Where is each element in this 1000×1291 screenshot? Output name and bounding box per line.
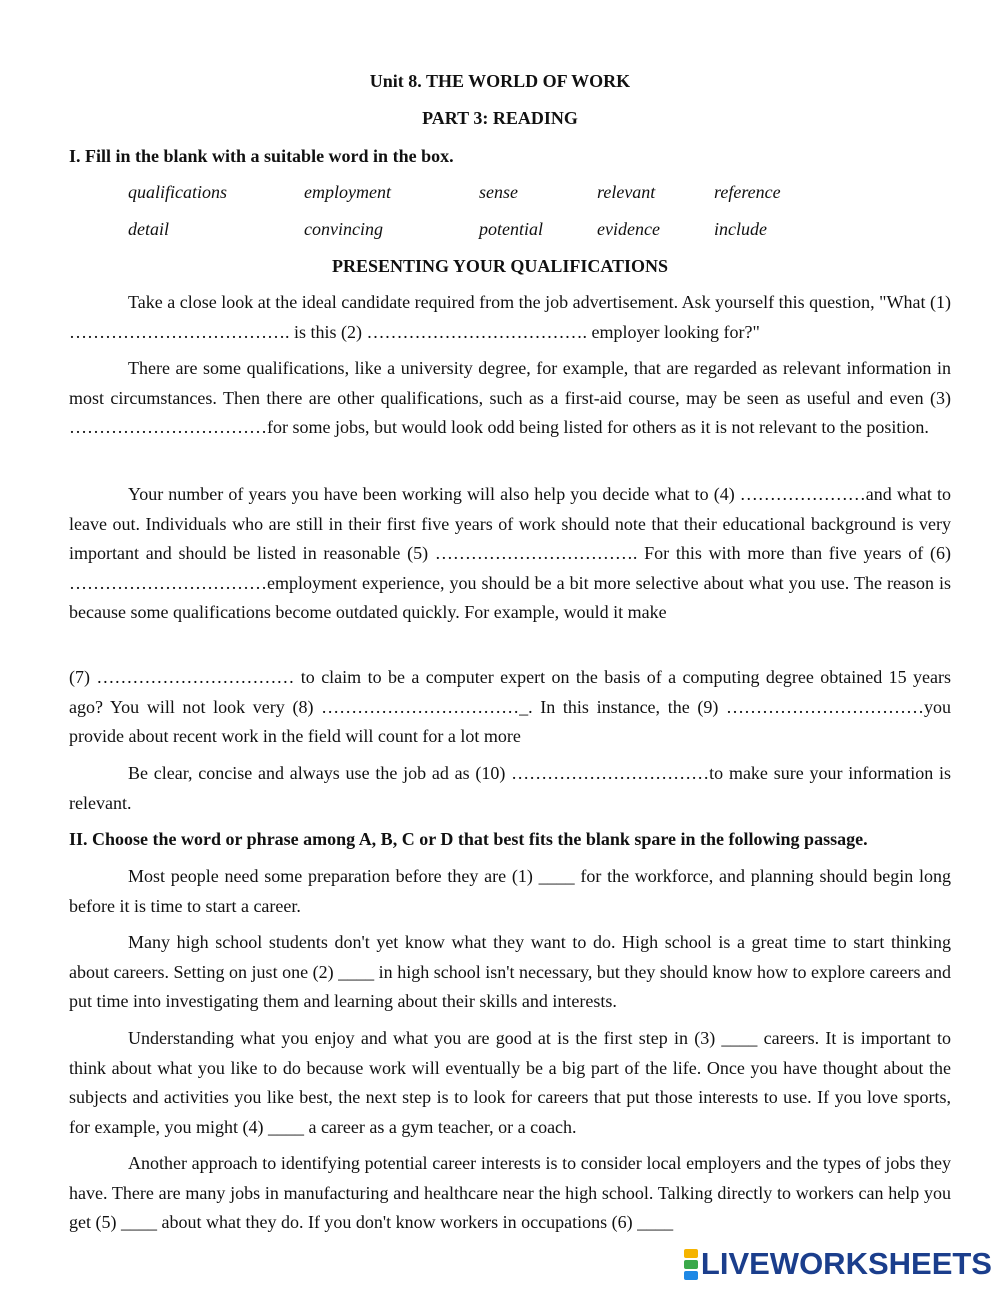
section2-paragraph: Understanding what you enjoy and what you are good at is the first step in (3) ____ careers. It is important to think about what you like to do because work will eventually be a big part of the life. Once you have thought about the subjects and activities you like best, the next step is to look for careers that put those interests to use. If you love sports, for example, you might (4) ____ a career as a gym teacher, or a coach. — [69, 1028, 951, 1137]
word-box-item: reference — [714, 182, 781, 202]
section1-paragraph: There are some qualifications, like a university degree, for example, that are regarded as relevant information in most circumstances. Then there are other qualifications, such as a first-aid course, may be seen as useful and even (3) ……………………………for some jobs, but would look odd being listed for others as it is not relevant to the position. — [69, 358, 951, 437]
word-box-item: sense — [479, 182, 518, 202]
liveworksheets-logo-icon — [684, 1248, 698, 1281]
section2-instruction: II. Choose the word or phrase among A, B, C or D that best fits the blank spare in the following passage. — [69, 829, 868, 849]
section1-paragraph: (7) …………………………… to claim to be a computer expert on the basis of a computing degree obtained 15 years ago? You will not look very (8) ……………………………_. In this instance, the (9) ……………………………you provide about recent work in the field will count for a lot more — [69, 667, 951, 746]
word-box-item: relevant — [597, 182, 656, 202]
section2-paragraph: Many high school students don't yet know what they want to do. High school is a great time to start thinking about careers. Setting on just one (2) ____ in high school isn't necessary, but they should know how to explore careers and put time into investigating them and learning about their skills and interests. — [69, 932, 951, 1011]
word-box-row-2 — [0, 219, 1000, 243]
section2-paragraph: Another approach to identifying potential career interests is to consider local employers and the types of jobs they have. There are many jobs in manufacturing and healthcare near the high school. Talking directly to workers can help you get (5) ____ about what they do. If you don't know workers in occupations (6) ____ — [69, 1153, 951, 1232]
logo-mark-bar — [684, 1249, 698, 1258]
word-box-item: convincing — [304, 219, 383, 239]
word-box-item: potential — [479, 219, 543, 239]
passage-title: PRESENTING YOUR QUALIFICATIONS — [331, 256, 669, 276]
word-box-item: employment — [304, 182, 391, 202]
word-box-item: evidence — [597, 219, 660, 239]
section1-paragraph: Take a close look at the ideal candidate required from the job advertisement. Ask yourself this question, "What (1) ………………………………. is this (2) ………………………………. employer looking for?" — [69, 292, 951, 342]
logo-mark-bar — [684, 1271, 698, 1280]
section2-paragraph: Most people need some preparation before they are (1) ____ for the workforce, and planning should begin long before it is time to start a career. — [69, 866, 951, 916]
liveworksheets-logo[interactable] — [684, 1247, 992, 1281]
word-box-item: detail — [128, 219, 169, 239]
word-box-row-1 — [0, 182, 1000, 206]
unit-title: Unit 8. THE WORLD OF WORK — [369, 71, 631, 91]
logo-text: LIVEWORKSHEETS — [700, 1246, 992, 1281]
part-title: PART 3: READING — [422, 108, 578, 128]
section1-paragraph: Be clear, concise and always use the job ad as (10) ……………………………to make sure your information is relevant. — [69, 763, 951, 813]
section1-instruction: I. Fill in the blank with a suitable word in the box. — [69, 146, 454, 166]
logo-mark-bar — [684, 1260, 698, 1269]
word-box-item: qualifications — [128, 182, 227, 202]
word-box-item: include — [714, 219, 767, 239]
section1-paragraph: Your number of years you have been working will also help you decide what to (4) …………………and what to leave out. Individuals who are still in their first five years of work should note that their educational background is very important and should be listed in reasonable (5) ……………………………. For this with more than five years of (6) ……………………………employment experience, you should be a bit more selective about what you use. The reason is because some qualifications become outdated quickly. For example, would it make — [69, 484, 951, 622]
